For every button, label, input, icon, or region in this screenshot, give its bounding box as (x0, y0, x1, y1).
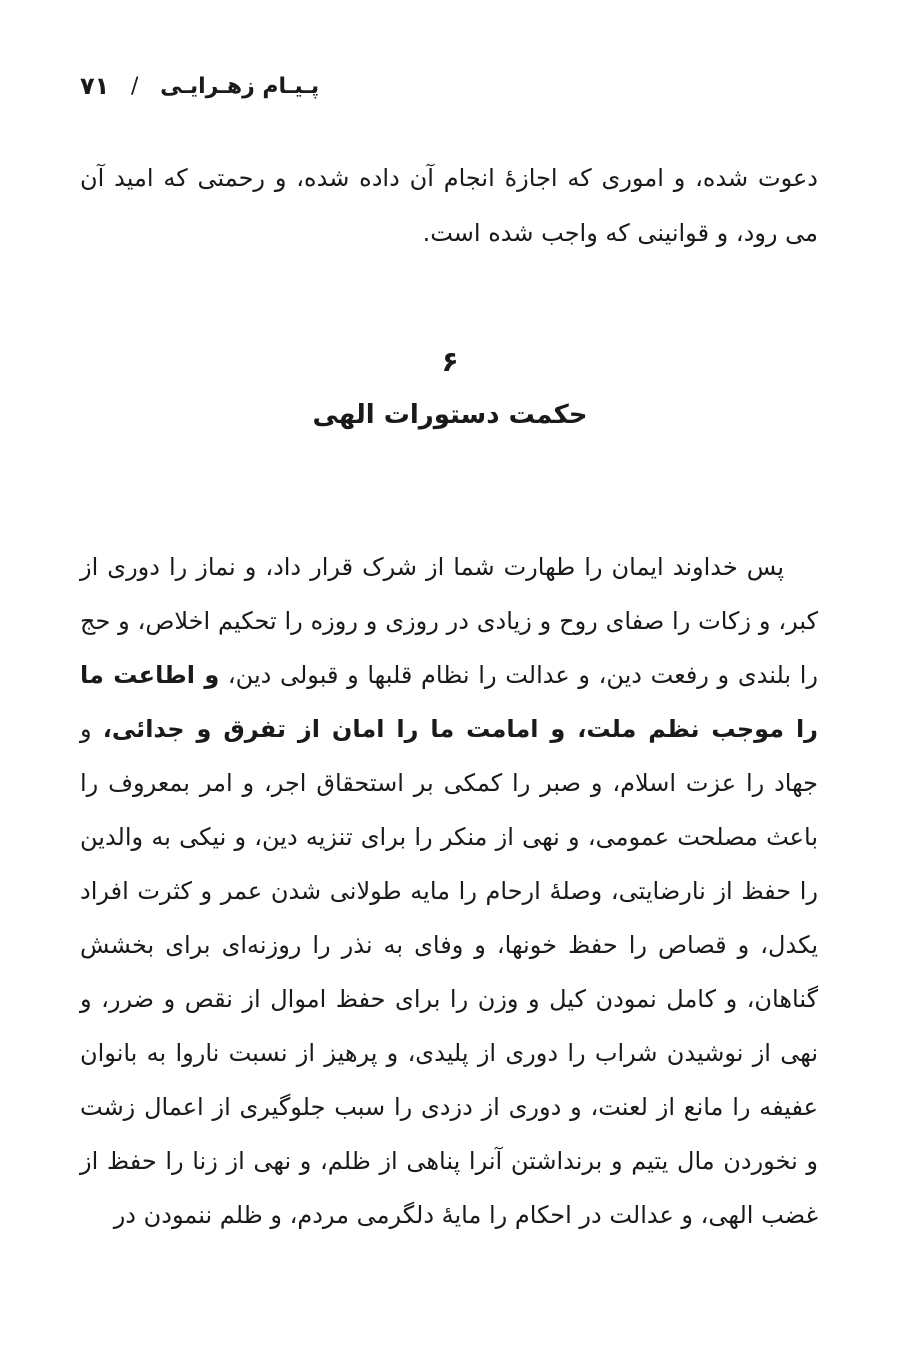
intro-paragraph: دعوت شده، و اموری که اجازهٔ انجام آن داده شده، و رحمتی که امید آن می رود، و قوانینی که واجب شده است. (80, 164, 818, 247)
chapter-title: حکمت دستورات الهی (312, 400, 588, 430)
book-title: پـیـام زهـرایـی (160, 73, 320, 99)
header-separator: / (130, 73, 139, 99)
page-number: ۷۱ (80, 72, 110, 100)
main-paragraph-bold: و اطاعت ما را موجب نظم ملت، و امامت ما را امان از تفرق و جدائی، (80, 661, 819, 743)
main-paragraph-part2: و جهاد را عزت اسلام، و صبر را کمکی بر استحقاق اجر، و امر بمعروف را باعث مصلحت عمومی، و نهی از منکر را برای تنزیه دین، و نیکی به والدین را حفظ از نارضایتی، وصلهٔ ارحام را مایه طولانی شدن عمر و کثرت افراد یکدل، و قصاص را حفظ خونها، و وفای به نذر را روزنه‌ای برای بخشش گناهان، و کامل نمودن کیل و وزن را برای حفظ اموال از نقص و ضرر، و نهی از نوشیدن شراب را دوری از پلیدی، و پرهیز از نسبت ناروا به بانوان عفیفه را مانع از لعنت، و دوری از دزدی را سبب جلوگیری از اعمال زشت و نخوردن مال یتیم و برنداشتن آنرا پناهی از ظلم، و نهی از زنا را حفظ از غضب الهی، و عدالت در احکام را مایهٔ دلگرمی مردم، و ظلم ننمودن در (80, 715, 818, 1229)
main-paragraph (80, 540, 818, 1242)
running-header (80, 72, 319, 100)
chapter-number: ۶ (441, 345, 459, 378)
main-paragraph-part1: پس خداوند ایمان را طهارت شما از شرک قرار داد، و نماز را دوری از کبر، و زکات را صفای روح و زیادی در روزی و روزه را تحکیم اخلاص، و حج را بلندی و رفعت دین، و عدالت را نظام قلبها و قبولی دین، (80, 553, 818, 689)
